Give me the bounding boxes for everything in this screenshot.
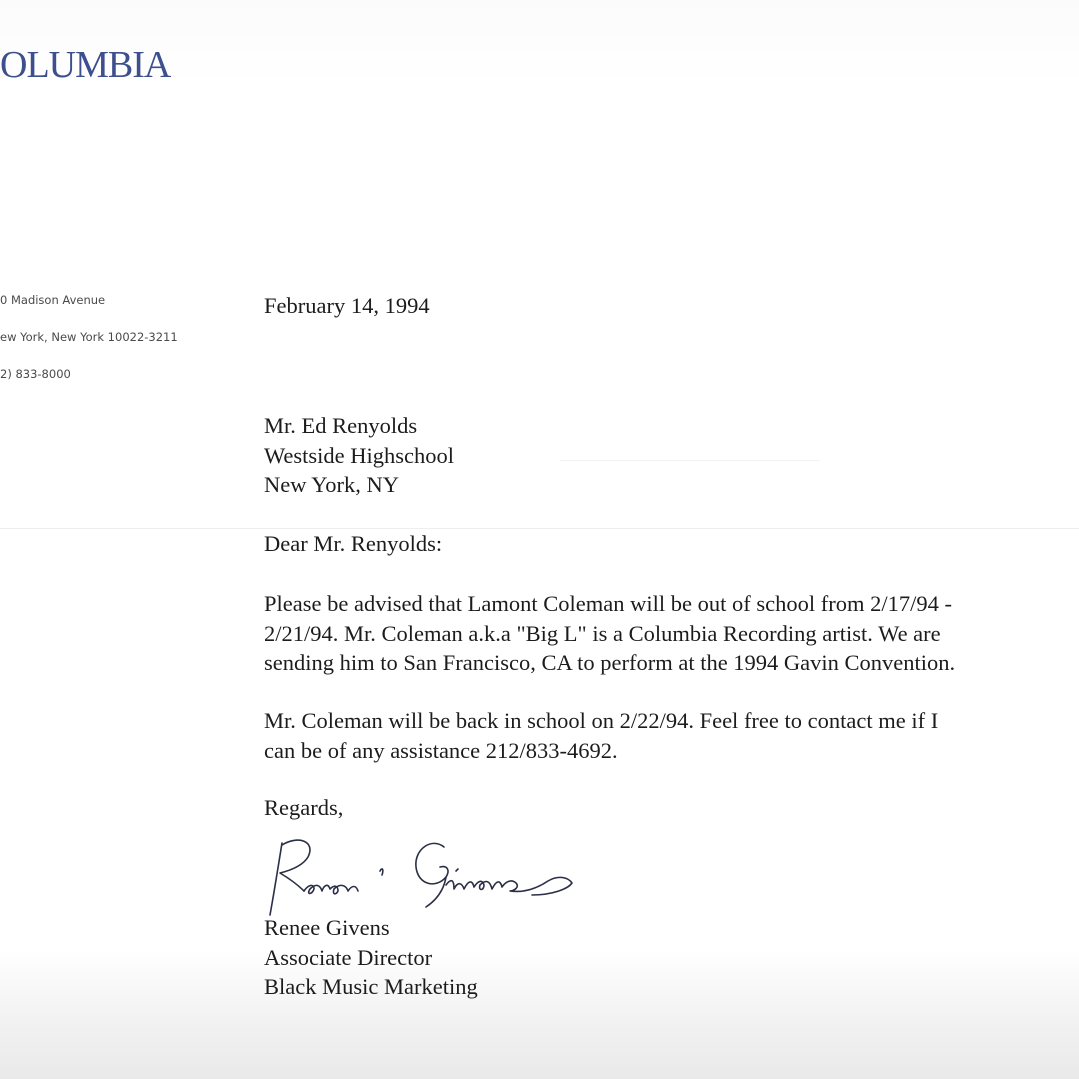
address-city: ew York, New York 10022-3211 (0, 330, 178, 344)
recipient-name: Mr. Ed Renyolds (264, 413, 418, 438)
signer-title: Associate Director (264, 944, 433, 970)
recipient-school: Westside Highschool (264, 442, 455, 468)
paragraph-line: 2/21/94. Mr. Coleman a.k.a "Big L" is a Columbia Recording artist. We are (264, 620, 941, 646)
address-street: 0 Madison Avenue (0, 293, 106, 307)
letterhead-address (0, 282, 178, 393)
recipient-block (264, 411, 454, 500)
handwritten-signature (268, 833, 588, 923)
columbia-logo: OLUMBIA (0, 44, 171, 86)
show-through-line (0, 528, 1079, 529)
paragraph-1 (264, 589, 955, 678)
address-phone: 2) 833-8000 (0, 367, 71, 381)
letter-date: February 14, 1994 (264, 293, 430, 318)
signer-department: Black Music Marketing (264, 974, 478, 999)
closing: Regards, (264, 795, 344, 820)
signer-block (264, 913, 478, 1002)
recipient-city: New York, NY (264, 472, 400, 497)
paragraph-line: can be of any assistance 212/833-4692. (264, 737, 618, 763)
paragraph-2 (264, 706, 938, 765)
signer-name: Renee Givens (264, 915, 390, 940)
paragraph-line: Mr. Coleman will be back in school on 2/22/94. Feel free to contact me if I (264, 708, 939, 733)
paragraph-line: sending him to San Francisco, CA to perform at the 1994 Gavin Convention. (264, 650, 956, 675)
salutation: Dear Mr. Renyolds: (264, 531, 443, 556)
show-through-line (560, 460, 820, 461)
paragraph-line: Please be advised that Lamont Coleman will be out of school from 2/17/94 - (264, 591, 952, 616)
